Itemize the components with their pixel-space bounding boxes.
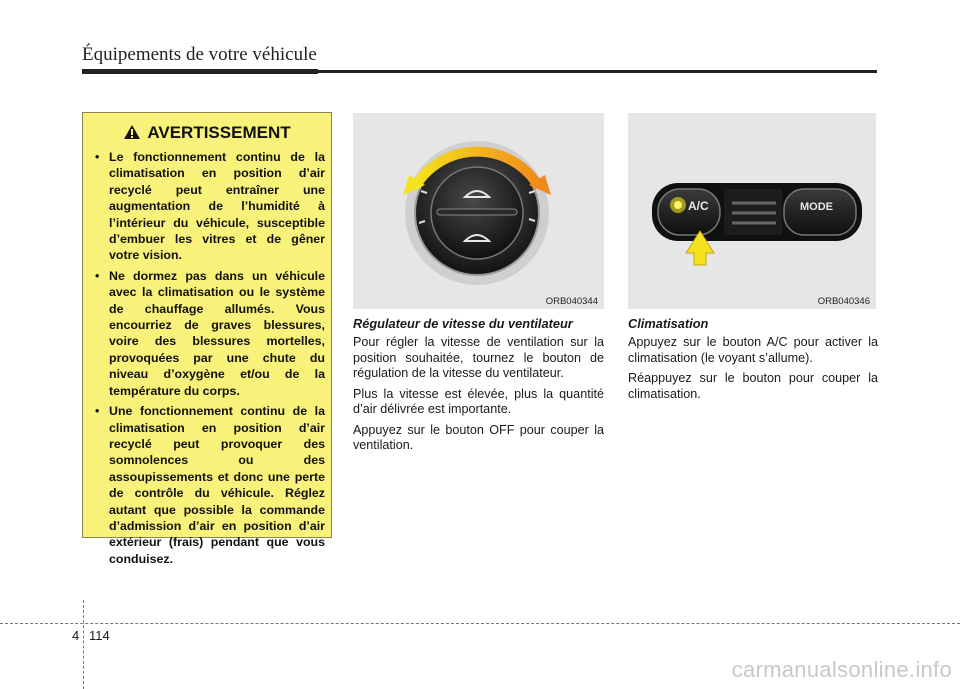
paragraph: Appuyez sur le bouton OFF pour couper la ventilation. [353,422,604,452]
chapter-number: 4 [72,628,80,643]
fan-speed-section [353,316,604,454]
header-rule-thick [82,69,318,74]
paragraph: Réappuyez sur le bouton pour couper la climatisation. [628,371,878,401]
warning-title: AVERTISSEMENT [147,123,291,142]
ac-button-label: A/C [688,199,709,213]
warning-item: • Ne dormez pas dans un véhicule avec la climatisation ou le système de chauffage allumés. Vous encourriez de graves blessures, voire des blessures mortelles, provoquées par une chute du niveau d’oxygène et/ou de la température du corps. [91,268,325,399]
header-title: Équipements de votre véhicule [82,44,317,65]
warning-list [91,149,325,571]
mode-button-label: MODE [800,201,833,213]
paragraph: Plus la vitesse est élevée, plus la quantité d’air délivrée est importante. [353,386,604,416]
figure-code: ORB040344 [545,296,598,307]
footer-rule [0,623,960,624]
paragraph: Appuyez sur le bouton A/C pour activer la climatisation (le voyant s’allume). [628,335,878,365]
fan-knob-figure [353,113,604,309]
warning-box [82,112,332,566]
paragraph: Pour régler la vitesse de ventilation sur la position souhaitée, tournez le bouton de régulation de la vitesse du ventilateur. [353,335,604,380]
page-number: 114 [89,628,110,643]
section-title: Climatisation [628,316,709,331]
watermark: carmanualsonline.info [731,657,952,682]
warning-header [83,123,331,143]
ac-panel-illustration [628,113,876,309]
footer-divider [83,600,84,689]
ac-section [628,316,878,402]
warning-triangle-icon [123,124,141,140]
warning-item: • Une fonctionnement continu de la climatisation en position d’air recyclé peut provoquer des somnolences ou des assoupissements et donc une perte de contrôle du véhicule. Réglez autant que possible la commande d’admission d’air en position d’air extérieur (frais) pendant que vous conduisez. [91,403,325,567]
fan-knob-illustration [353,113,604,309]
section-title: Régulateur de vitesse du ventilateur [353,316,573,331]
figure-code: ORB040346 [817,296,870,307]
warning-item: • Le fonctionnement continu de la climatisation en position d’air recyclé peut entraîner une augmentation de l’humidité à l’intérieur du véhicule, susceptible d’embuer les vitres et de gêner votre vision. [91,149,325,264]
ac-button-figure [628,113,876,309]
